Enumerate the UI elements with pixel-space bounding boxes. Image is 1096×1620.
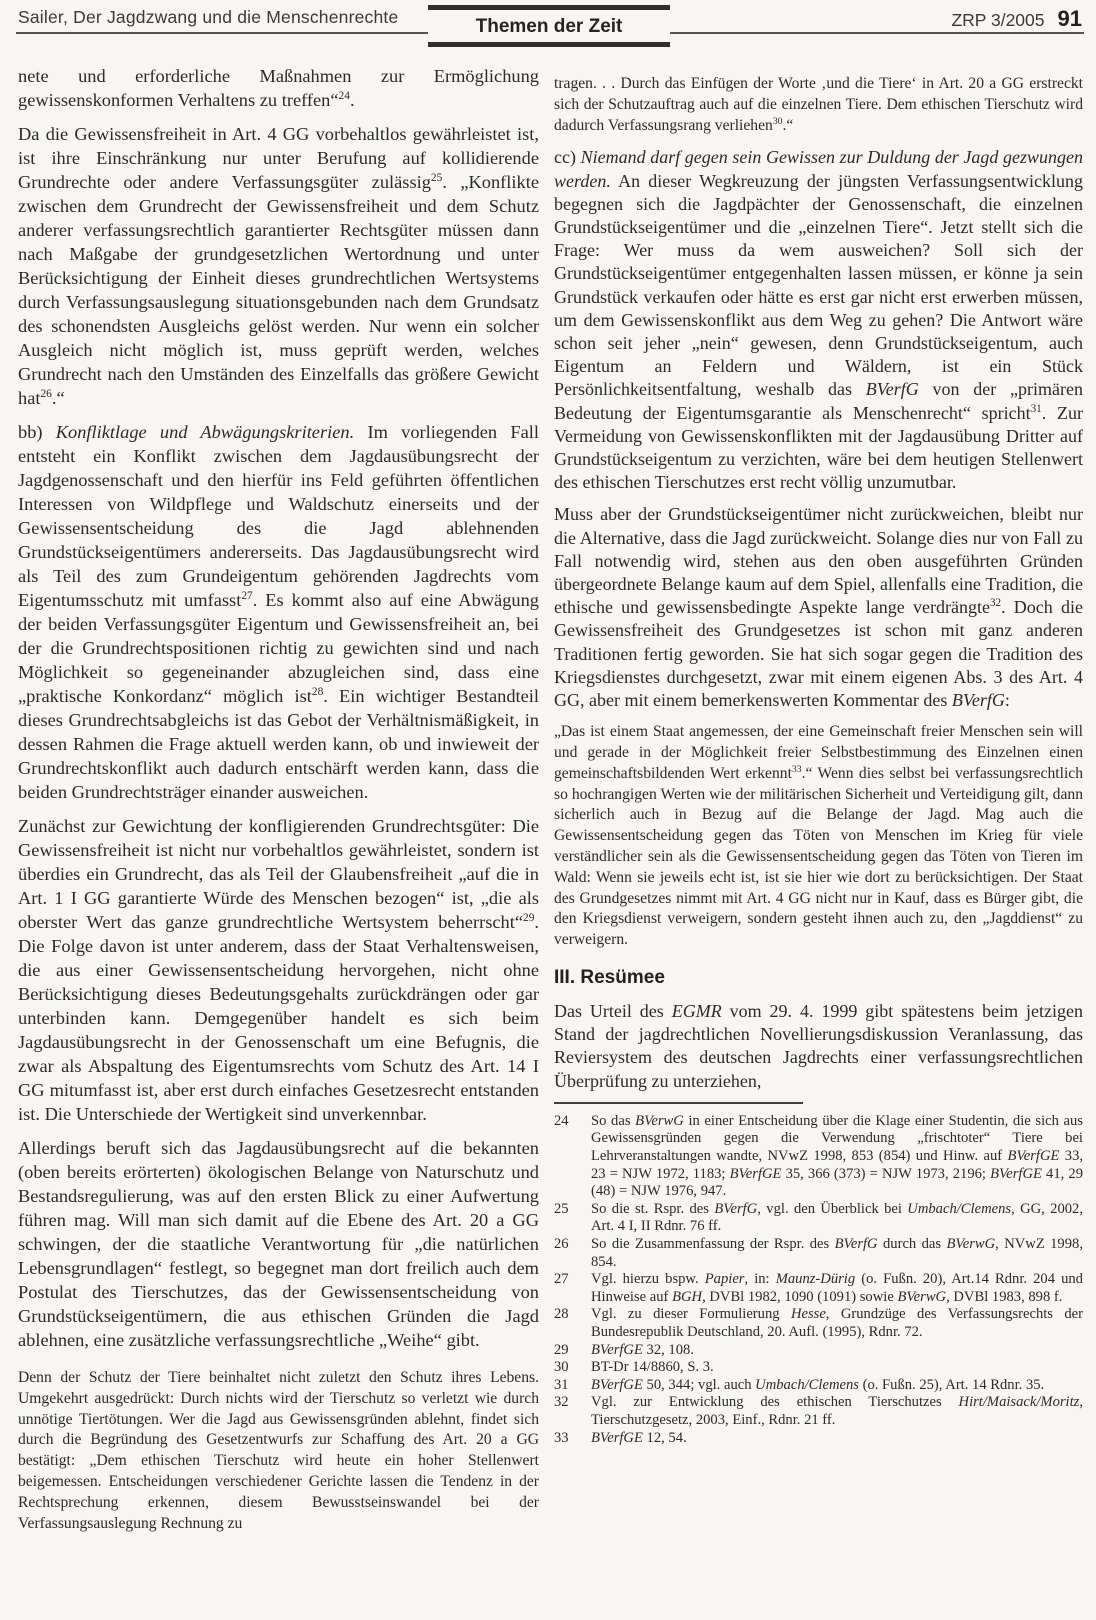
right-column — [554, 64, 1083, 1544]
footnote — [554, 1201, 1083, 1236]
footnotes-section — [554, 1102, 1083, 1447]
footnote-text: BVerfGE 32, 108. — [591, 1341, 694, 1358]
footnote-number: 29 — [554, 1341, 569, 1358]
footnote-number: 33 — [554, 1429, 569, 1446]
paragraph: bb) Konfliktlage und Abwägungskriterien. Im vorliegenden Fall entsteht ein Konflikt zwischen dem Jagdausübungsrecht der Jagdgenossenschaft und den hierfür ins Feld geführten öffentlichen Interessen von Wildpflege und Waldschutz einerseits und der Gewissensentscheidung des die Jagd ablehnenden Grundstückseigentümers andererseits. Das Jagdausübungsrecht wird als Teil des zum Grundeigentum gehörenden Jagdrechts vom Eigentumsschutz mit umfasst$^{27}$. Es kommt also auf eine Abwägung der beiden Verfassungsgüter Eigentum und Gewissensfreiheit an, bei der die Grundrechtspositionen richtig zu gewichten sind und nach Möglichkeit so gegeneinander abzugleichen sind, dass eine „praktische Konkordanz“ möglich ist$^{28}$. Ein wichtiger Bestandteil dieses Grundrechtsabgleichs ist das Gebot der Verhältnismäßigkeit, in dessen Rahmen die Frage aktuell werden kann, ob und inwieweit der Grundrechtskonflikt auch dadurch entschärft werden kann, dass die beiden Grundrechtsträger einander ausweichen. — [18, 422, 540, 802]
left-column — [18, 64, 539, 1544]
paragraph: Muss aber der Grundstückseigentümer nicht zurückweichen, bleibt nur die Alternative, dass die Jagd zurückweicht. Solange dies nur von Fall zu Fall notwendig wird, stehen aus den oben ausgeführten Gründen übergeordnete Belange kaum auf dem Spiel, allenfalls eine Tradition, die ethische und gewissensbedingte Aspekte lange verdrängte$^{32}$. Doch die Gewissensfreiheit des Grundgesetzes ist schon mit ganz anderen Traditionen fertig geworden. Sie hat sich sogar gegen die Tradition des Kriegsdienstes durchgesetzt, zwar mit einem eigenen Abs. 3 des Art. 4 GG, aber mit einem bemerkenswerten Kommentar des BVerfG: — [554, 504, 1083, 711]
footnote-text: BVerfGE 50, 344; vgl. auch Umbach/Clemens (o. Fußn. 25), Art. 14 Rdnr. 35. — [591, 1376, 1045, 1393]
paragraph: Zunächst zur Gewichtung der konfligierenden Grundrechtsgüter: Die Gewissensfreiheit ist nicht nur vorbehaltlos gewährleistet, sondern ist überdies ein Grundrecht, das als Teil der Glaubensfreiheit „auf die in Art. 1 I GG garantierte Würde des Menschen bezogen“ ist, „die als oberster Wert das ganze grundrechtliche Wertsystem beherrscht“$^{29}$. Die Folge davon ist unter anderem, dass der Staat Verhaltensweisen, die aus einer Gewissensentscheidung hervorgehen, nicht ohne Berücksichtigung dieses Bedeutungsgehalts zurückdrängen oder gar unterbinden kann. Demgegenüber handelt es sich beim Jagdausübungsrecht in der Genossenschaft um eine Befugnis, die zwar als Abspaltung des Eigentumsrechts vom Schutz des Art. 14 I GG mitumfasst ist, aber erst durch einfaches Gesetzesrecht entstanden ist. Die Unterschiede der Wertigkeit sind unverkennbar. — [18, 816, 539, 1124]
footnote-number: 25 — [554, 1200, 569, 1217]
page-number: 91 — [1057, 6, 1082, 31]
paragraph-continuation: nete und erforderliche Maßnahmen zur Ermöglichung gewissenskonformen Verhaltens zu treffen“$^{24}$. — [18, 66, 539, 110]
footnote-text: Vgl. zu dieser Formulierung Hesse, Grundzüge des Verfassungsrechts der Bundesrepublik Deutschland, 20. Aufl. (1995), Rdnr. 72. — [591, 1306, 1083, 1340]
small-print-block: Denn der Schutz der Tiere beinhaltet nicht zuletzt den Schutz ihres Lebens. Umgekehrt ausgedrückt: Durch nichts wird der Tierschutz so verletzt wie durch unnötige Tiertötungen. Wer die Jagd aus Gewissensgründen ablehnt, findet sich durch die Begründung des Gesetzentwurfs zur Schaffung des Art. 20 a GG bestätigt: „Dem ethischen Tierschutz wird heute ein hoher Stellenwert beigemessen. Entscheidungen verschiedener Gerichte lassen die Tendenz in der Rechtsprechung erkennen, diesem Bewusstseinswandel bei der Verfassungsauslegung Rechnung zu — [18, 1369, 539, 1532]
footnote-text: BT-Dr 14/8860, S. 3. — [591, 1359, 714, 1376]
footnote — [554, 1377, 1083, 1395]
running-head: Sailer, Der Jagdzwang und die Menschenrechte — [18, 7, 399, 27]
footnote-text: Vgl. zur Entwicklung des ethischen Tierschutzes Hirt/Maisack/Moritz, Tierschutzgesetz, 2003, Einf., Rdnr. 21 ff. — [591, 1394, 1083, 1428]
footnote — [554, 1342, 1083, 1360]
footnote-number: 28 — [554, 1306, 569, 1323]
paragraph: Allerdings beruft sich das Jagdausübungsrecht auf die bekannten (oben bereits erörterten) ökologischen Belange von Naturschutz und Bestandsregulierung, was auf den ersten Blick zu einer Aufwertung führen mag. Will man sich damit auf die Ebene des Art. 20 a GG schwingen, der die staatliche Verantwortung für „die natürlichen Lebensgrundlagen“ festlegt, so begegnet man dort freilich auch dem Postulat des Tierschutzes, das der Gewissensentscheidung von Grundstückseigentümern, die aus ethischen Gründen die Jagd ablehnen, eine zusätzliche verfassungsrechtliche „Weihe“ gibt. — [18, 1138, 539, 1350]
small-print-block: „Das ist einem Staat angemessen, der eine Gemeinschaft freier Menschen sein will und gerade in der Möglichkeit freier Selbstbestimmung des Einzelnen einen gemeinschaftsbildenden Wert erkennt$^{33}$.“ Wenn dies selbst bei verfassungsrechtlich so hochrangigen Werten wie der militärischen Sicherheit und Verteidigung gilt, dann sicherlich auch in Bezug auf die Belange der Jagd. Mag auch die Gewissensentscheidung gegen das Töten von Menschen im Krieg für viele verständlicher sein als die Gewissensentscheidung gegen das Töten von Tieren im Wald: Wenn sie jeweils echt ist, ist sie hier wie dort zu berücksichtigen. Der Staat des Grundgesetzes nimmt mit Art. 4 GG nicht nur in Kauf, dass es Bürger gibt, die den Kriegsdienst verweigern, sondern gesteht ihnen auch zu, den „Jagddienst“ zu verweigern. — [554, 723, 1083, 949]
section-banner: Themen der Zeit — [428, 5, 670, 47]
paragraph: Das Urteil des EGMR vom 29. 4. 1999 gibt spätestens beim jetzigen Stand der jagdrechtlichen Novellierungsdiskussion Veranlassung, das Reviersystem des deutschen Jagdrechts einer verfassungsrechtlichen Überprüfung zu unterziehen, — [554, 1001, 1083, 1091]
page-header — [0, 0, 1096, 58]
footnote-number: 30 — [554, 1359, 569, 1376]
footnote — [554, 1359, 1083, 1377]
two-column-layout — [0, 58, 1096, 1544]
footnote-number: 31 — [554, 1376, 569, 1393]
footnote-number: 24 — [554, 1112, 569, 1129]
footnote-separator — [554, 1102, 803, 1104]
footnote-list — [554, 1113, 1083, 1447]
issue-info — [951, 6, 1082, 32]
footnote-text: So das BVerwG in einer Entscheidung über die Klage einer Studentin, die sich aus Gewissensgründen gegen die Verwendung „frischtoter“ Tiere bei Lehrveranstaltungen wandte, NVwZ 1998, 853 (854) und Hinw. auf BVerfGE 33, 23 = NJW 1972, 1183; BVerfGE 35, 366 (373) = NJW 1973, 2196; BVerfGE 41, 29 (48) = NJW 1976, 947. — [591, 1112, 1084, 1200]
footnote-text: So die st. Rspr. des BVerfG, vgl. den Überblick bei Umbach/Clemens, GG, 2002, Art. 4 I, II Rdnr. 76 ff. — [591, 1200, 1083, 1235]
footnote — [554, 1113, 1083, 1201]
footnote — [554, 1306, 1083, 1341]
footnote — [554, 1271, 1083, 1306]
footnote-text: BVerfGE 12, 54. — [591, 1429, 687, 1446]
footnote-number: 26 — [554, 1236, 569, 1252]
footnote-number: 27 — [554, 1271, 569, 1288]
footnote-text: So die Zusammenfassung der Rspr. des BVerfG durch das BVerwG, NVwZ 1998, 854. — [591, 1236, 1083, 1270]
small-print-block: tragen. . . Durch das Einfügen der Worte ‚und die Tiere‘ in Art. 20 a GG erstreckt sich der Schutzauftrag auch auf die einzelnen Tiere. Dem ethischen Tierschutz wird dadurch Verfassungsrang verliehen$^{30}$.“ — [554, 75, 1083, 134]
paragraph: Da die Gewissensfreiheit in Art. 4 GG vorbehaltlos gewährleistet ist, ist ihre Einschränkung nur unter Berufung auf kollidierende Grundrechte oder andere Verfassungsgüter zulässig$^{25}$. „Konflikte zwischen dem Grundrecht der Gewissensfreiheit und dem Schutz anderer verfassungsrechtlich garantierter Rechtsgüter müssen dann nach Maßgabe der grundgesetzlichen Wertordnung und unter Berücksichtigung der Einheit dieses grundrechtlichen Wertsystems durch Verfassungsauslegung situationsgebunden nach dem Grundsatz des schonendsten Ausgleichs gelöst werden. Nur wenn ein solcher Ausgleich nicht möglich ist, muss geprüft werden, welches Grundrecht nach den Umständen des Einzelfalls das größere Gewicht hat$^{26}$.“ — [18, 124, 539, 408]
section-heading: III. Resümee — [554, 967, 665, 989]
footnote — [554, 1430, 1083, 1448]
right-column-text — [554, 74, 1083, 1093]
footnote-text: Vgl. hierzu bspw. Papier, in: Maunz-Dürig (o. Fußn. 20), Art.14 Rdnr. 204 und Hinweise auf BGH, DVBl 1982, 1090 (1091) sowie BVerwG, DVBl 1983, 898 f. — [591, 1271, 1083, 1305]
paragraph: cc) Niemand darf gegen sein Gewissen zur Duldung der Jagd gezwungen werden. An dieser Wegkreuzung der jüngsten Verfassungsentwicklung begegnen sich die Jagdpächter der Genossenschaft, die einzelnen Grundstückseigentümer und die „einzelnen Tiere“. Jetzt stellt sich die Frage: Wer muss da wem ausweichen? Soll sich der Grundstückseigentümer entgegenhalten lassen müssen, er könne ja sein Grundstück verkaufen oder hätte es erst gar nicht erst erwerben müssen, um dem Gewissenskonflikt aus dem Weg zu gehen? Die Antwort wäre schon seit jeher „nein“ gewesen, denn Grundstückseigentum, auch Eigentum an Feldern und Wäldern, ist ein Stück Persönlichkeitsentfaltung, weshalb das BVerfG von der „primären Bedeutung der Eigentumsgarantie als Menschenrecht“ spricht$^{31}$. Zur Vermeidung von Gewissenskonflikten mit der Jagdausübung Dritter auf Grundstückseigentum zu verzichten, wäre bei dem heutigen Stellenwert des ethischen Tierschutzes erst recht völlig unzumutbar. — [554, 147, 1084, 493]
footnote — [554, 1236, 1083, 1271]
footnote-number: 32 — [554, 1394, 569, 1411]
footnote — [554, 1394, 1083, 1429]
journal-issue: ZRP 3/2005 — [951, 10, 1045, 30]
